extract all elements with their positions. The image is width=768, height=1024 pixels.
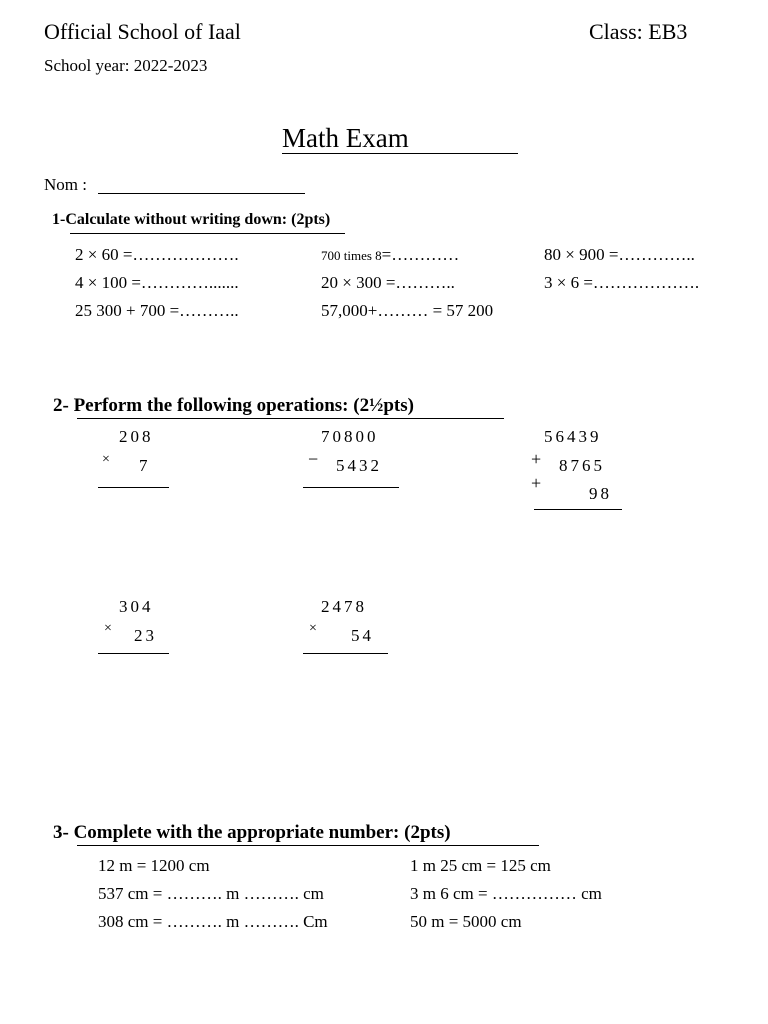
calc-item-small-text: 700 times 8 <box>321 248 382 263</box>
operation-2-top: 70800 <box>321 427 379 446</box>
calc-item: 3 × 6 =………………. <box>544 273 700 292</box>
multiply-sign: × <box>309 621 317 636</box>
conversion-item: 3 m 6 cm = …………… cm <box>410 884 602 903</box>
section3-heading <box>53 822 451 844</box>
operation-4-answer-line <box>98 653 169 654</box>
section2-heading-underline <box>77 418 504 419</box>
class-label: Class: EB3 <box>589 19 688 44</box>
section2-number: 2- <box>53 395 69 416</box>
operation-5-answer-line <box>303 653 388 654</box>
section3-heading-underline <box>77 845 539 846</box>
operation-1-bottom: 7 <box>139 456 151 475</box>
title-underline <box>282 153 518 154</box>
plus-sign: + <box>531 449 542 469</box>
operation-3-top: 56439 <box>544 427 602 446</box>
conversion-item: 12 m = 1200 cm <box>98 856 210 875</box>
operation-3-answer-line <box>534 509 622 510</box>
calc-item: 25 300 + 700 =……….. <box>75 301 239 320</box>
multiply-sign: × <box>104 621 112 636</box>
operation-2-answer-line <box>303 487 399 488</box>
name-label: Nom : <box>44 175 87 194</box>
page-title: Math Exam <box>282 123 409 153</box>
operation-1-answer-line <box>98 487 169 488</box>
calc-item: 80 × 900 =………….. <box>544 245 695 264</box>
calc-item: 20 × 300 =……….. <box>321 273 455 292</box>
section3-number: 3- <box>53 822 69 843</box>
section3-title: Complete with the appropriate number: (2pts) <box>73 822 451 843</box>
operation-1-top: 208 <box>119 427 154 446</box>
operation-3-middle: 8765 <box>559 456 605 475</box>
conversion-item: 1 m 25 cm = 125 cm <box>410 856 551 875</box>
calc-item: 4 × 100 =…………....... <box>75 273 239 292</box>
conversion-item: 50 m = 5000 cm <box>410 912 522 931</box>
school-name: Official School of Iaal <box>44 19 241 44</box>
operation-5-bottom: 54 <box>351 626 374 645</box>
minus-sign: − <box>308 449 319 469</box>
conversion-item: 308 cm = ………. m ………. Cm <box>98 912 328 931</box>
name-field-line[interactable] <box>98 193 305 194</box>
calc-item: 2 × 60 =………………. <box>75 245 239 264</box>
operation-3-bottom: 98 <box>589 484 612 503</box>
conversion-item: 537 cm = ………. m ………. cm <box>98 884 324 903</box>
operation-2-bottom: 5432 <box>336 456 382 475</box>
section1-heading-underline <box>70 233 345 234</box>
calc-item: 57,000+……… = 57 200 <box>321 301 494 320</box>
section2-title: Perform the following operations: (2½pts) <box>73 395 414 416</box>
calc-item <box>321 245 459 265</box>
multiply-sign: × <box>102 452 110 467</box>
operation-4-top: 304 <box>119 597 154 616</box>
operation-4-bottom: 23 <box>134 626 157 645</box>
plus-sign: + <box>531 473 542 493</box>
operation-5-top: 2478 <box>321 597 367 616</box>
calc-item-dots: =………… <box>381 245 460 264</box>
section1-heading: 1-Calculate without writing down: (2pts) <box>52 211 331 228</box>
school-year: School year: 2022-2023 <box>44 56 208 75</box>
section2-heading <box>53 395 414 417</box>
